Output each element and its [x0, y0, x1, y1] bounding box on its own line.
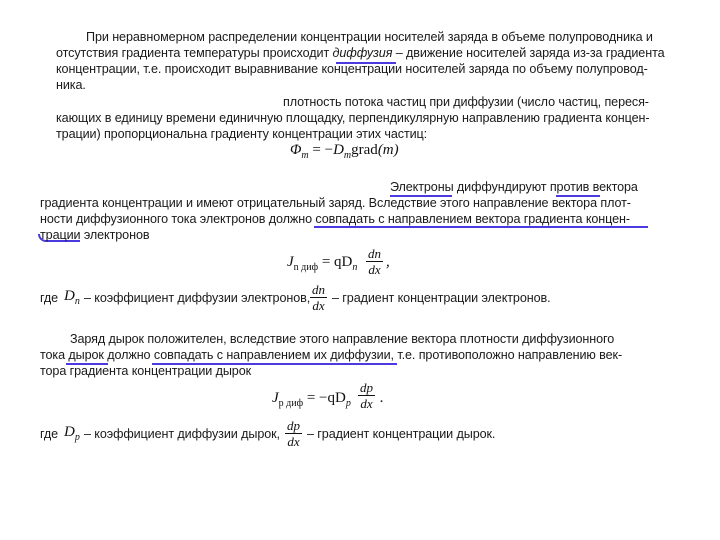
where1-d: D	[64, 288, 75, 304]
eq3-den: dx	[360, 396, 373, 411]
where1-den: dx	[312, 298, 325, 313]
term-coincide-diffusion: совпадать с направлением их диффузии	[153, 348, 391, 362]
where2-pre: где	[40, 427, 59, 441]
where2-d-sub: p	[74, 432, 80, 443]
equation-electron-current	[287, 254, 357, 273]
where1-mid: – коэффициент диффузии электронов,	[84, 291, 311, 305]
eq3-mid: = −qD	[303, 390, 346, 406]
equation-flux	[290, 142, 399, 161]
eq2-mid: = qD	[318, 254, 353, 270]
eq2-fraction	[366, 246, 383, 277]
p3-line4: трации электронов	[40, 228, 150, 242]
p3-line1-b: диффундируют	[453, 180, 550, 194]
eq1-lhs-sub: m	[301, 150, 309, 161]
eq2-mid-sub: n	[352, 262, 358, 273]
p4-line2-e: , т.е. противоположно направлению век-	[390, 348, 623, 362]
p3-line1	[390, 180, 638, 195]
where2-symbol	[64, 424, 80, 443]
eq3-lhs: J	[272, 390, 279, 406]
where1-fraction	[310, 282, 327, 313]
p4-line3: тора градиента концентрации дырок	[40, 364, 252, 378]
eq1-arg: (m)	[377, 142, 399, 158]
term-holes: дырок	[68, 348, 104, 362]
where2-den: dx	[287, 434, 300, 449]
p2-line3: трации) пропорциональна градиенту концентрации этих частиц:	[56, 127, 428, 141]
eq3-mid-sub: p	[345, 398, 351, 409]
where2-post: – градиент концентрации дырок.	[307, 427, 496, 441]
eq1-d-sub: m	[343, 150, 352, 161]
eq3-lhs-sub: p диф	[278, 398, 304, 409]
eq1-lhs: Φ	[290, 142, 302, 158]
p3-line2: градиента концентрации и имеют отрицательный заряд. Вследствие этого направление вектора плот-	[40, 196, 631, 210]
underline-mark-coincide	[314, 226, 648, 228]
p4-line2-c: должно	[103, 348, 154, 362]
p1-line3: концентрации, т.е. происходит выравнивание концентрации носителей заряда по объему полупровод-	[56, 62, 648, 76]
where1-num: dn	[312, 282, 325, 297]
p3-line3: ности диффузионного тока электронов должно совпадать с направлением вектора градиента концен-	[40, 212, 630, 226]
eq2-lhs: J	[287, 254, 294, 270]
equation-hole-current	[272, 390, 351, 409]
where2-mid: – коэффициент диффузии дырок,	[84, 427, 280, 441]
p1-line2-b: – движение носителей заряда из-за градиента	[392, 46, 665, 60]
p4-line2-a: тока	[40, 348, 69, 362]
p1-line4: ника.	[56, 78, 86, 92]
p2-line1: плотность потока частиц при диффузии (число частиц, переся-	[283, 95, 649, 109]
p4-line2	[40, 348, 622, 363]
eq2-den: dx	[368, 262, 381, 277]
p1-line2	[56, 46, 665, 61]
eq3-end: .	[380, 390, 384, 406]
p4-line1: Заряд дырок положителен, вследствие этого направление вектора плотности диффузионного	[70, 332, 615, 346]
p2-line2: кающих в единицу времени единичную площадку, перпендикулярную направлению градиента концен-	[56, 111, 650, 125]
eq1-d: D	[333, 142, 344, 158]
term-against: против	[549, 180, 590, 194]
p3-line1-d: вектора	[589, 180, 638, 194]
eq2-end: ,	[386, 254, 390, 270]
term-diffusion: диффузия	[332, 46, 393, 60]
where1-post: – градиент концентрации электронов.	[332, 291, 551, 305]
p1-line2-a: отсутствия градиента температуры происходит	[56, 46, 333, 60]
eq2-num: dn	[368, 246, 381, 261]
where2-fraction	[285, 418, 302, 449]
term-electrons: Электроны	[390, 180, 454, 194]
eq3-num: dp	[360, 380, 373, 395]
where2-num: dp	[287, 418, 300, 433]
p1-line1: При неравномерном распределении концентрации носителей заряда в объеме полупроводника и	[86, 30, 653, 44]
eq2-lhs-sub: n диф	[293, 262, 319, 273]
eq1-grad: grad	[351, 142, 378, 158]
eq3-fraction	[358, 380, 375, 411]
where2-d: D	[64, 424, 75, 440]
where1-d-sub: n	[74, 296, 80, 307]
where1-pre: где	[40, 291, 59, 305]
eq1-eq: = −	[308, 142, 334, 158]
where1-symbol	[64, 288, 80, 307]
